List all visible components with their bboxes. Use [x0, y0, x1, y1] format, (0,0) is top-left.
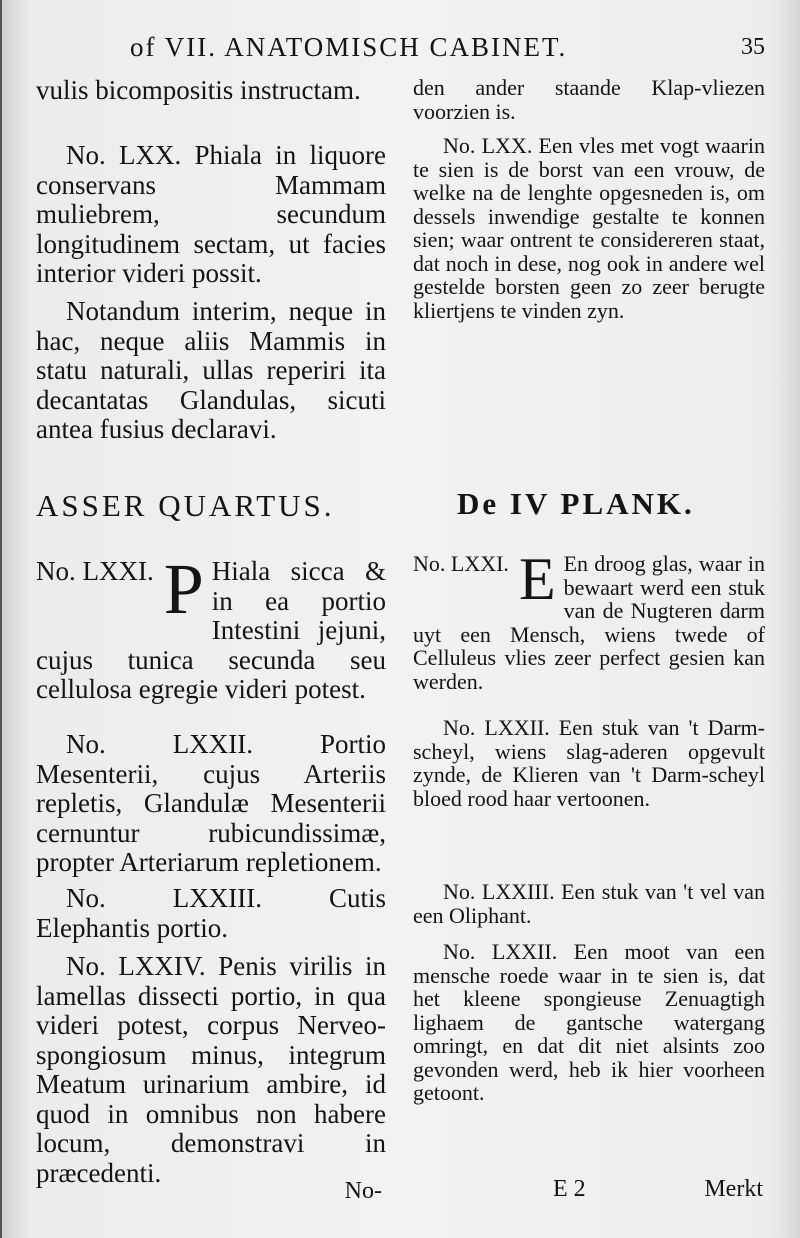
latin-section-heading: ASSER QUARTUS.	[36, 488, 335, 523]
dutch-entry-lxxiv: No. LXXII. Een moot van een mensche roede waar in te sien is, dat het kleene spongieuse Zenuagtigh lighaem de gantsche watergang omringt, en dat dit niet alsints zoo gevonden werd, heb ik hier voorheen getoont.	[413, 939, 765, 1105]
latin-catchword: No-	[344, 1178, 382, 1204]
latin-entry-lxx: No. LXX. Phiala in liquore conservans Mammam muliebrem, secundum longitudinem sectam, ut facies interior videri possit.	[36, 140, 386, 288]
latin-entry-lxxii: No. LXXII. Portio Mesenterii, cujus Arteriis repletis, Glandulæ Mesenterii cernuntur rubicundissimæ, propter Arteriarum repletionem.	[36, 729, 386, 877]
dutch-section-heading: De IV PLANK.	[457, 486, 695, 521]
dutch-continuation: den ander staande Klap-vliezen voorzien is.	[413, 75, 765, 124]
page-number: 35	[741, 34, 765, 60]
dutch-entry-lxxiii: No. LXXIII. Een stuk van 't vel van een Oliphant.	[413, 879, 765, 928]
latin-entry-lxxi-text: Hiala sicca & in ea portio Intestini jejuni, cujus tunica secunda seu cellulosa egregie videri potest.	[36, 556, 386, 704]
latin-note: Notandum interim, neque in hac, neque aliis Mammis in statu naturali, ullas reperiri ita decantatas Glandulas, sicuti antea fusius declaravi.	[36, 296, 386, 444]
latin-entry-lxxi-number: No. LXXI.	[36, 556, 154, 586]
dutch-entry-lxxi	[413, 546, 765, 694]
dutch-entry-lxxii: No. LXXII. Een stuk van 't Darm-scheyl, wiens slag-aderen opgevult zynde, de Klieren van 't Darm-scheyl bloed rood haar vertoonen.	[413, 715, 765, 811]
dutch-entry-lxxi-number: No. LXXI.	[413, 551, 509, 576]
latin-entry-lxxiii: No. LXXIII. Cutis Elephantis portio.	[36, 883, 386, 943]
running-title: of VII. ANATOMISCH CABINET.	[130, 32, 568, 62]
scan-edge-left	[0, 0, 2, 1238]
drop-cap-e: E	[518, 546, 556, 612]
dutch-catchword: Merkt	[704, 1176, 763, 1202]
latin-continuation: vulis bicompositis instructam.	[36, 75, 361, 105]
latin-entry-lxxiv: No. LXXIV. Penis virilis in lamellas dissecti portio, in qua videri potest, corpus Nerveo-spongiosum minus, integrum Meatum urinarium ambire, id quod in omnibus non habere locum, demonstravi in præcedenti.	[36, 951, 386, 1188]
dutch-column	[413, 0, 765, 1238]
latin-column	[36, 0, 386, 1238]
dutch-entry-lxx: No. LXX. Een vles met vogt waarin te sien is de borst van een vrouw, de welke na de lenghte opgesneden is, om dessels inwendige gestalte te konnen sien; waar ontrent te considereren staat, dat noch in dese, nog ook in andere wel gestelde borsten geen zo zeer berugte kliertjens te vinden zyn.	[413, 133, 765, 323]
drop-cap-p: P	[163, 549, 204, 629]
latin-entry-lxxi	[36, 549, 386, 705]
dutch-entry-lxxi-text: En droog glas, waar in bewaart werd een stuk van de Nugteren darm uyt een Mensch, wiens twede of Celluleus vlies zeer perfect gesien kan werden.	[413, 551, 765, 694]
signature-mark: E 2	[553, 1176, 586, 1202]
